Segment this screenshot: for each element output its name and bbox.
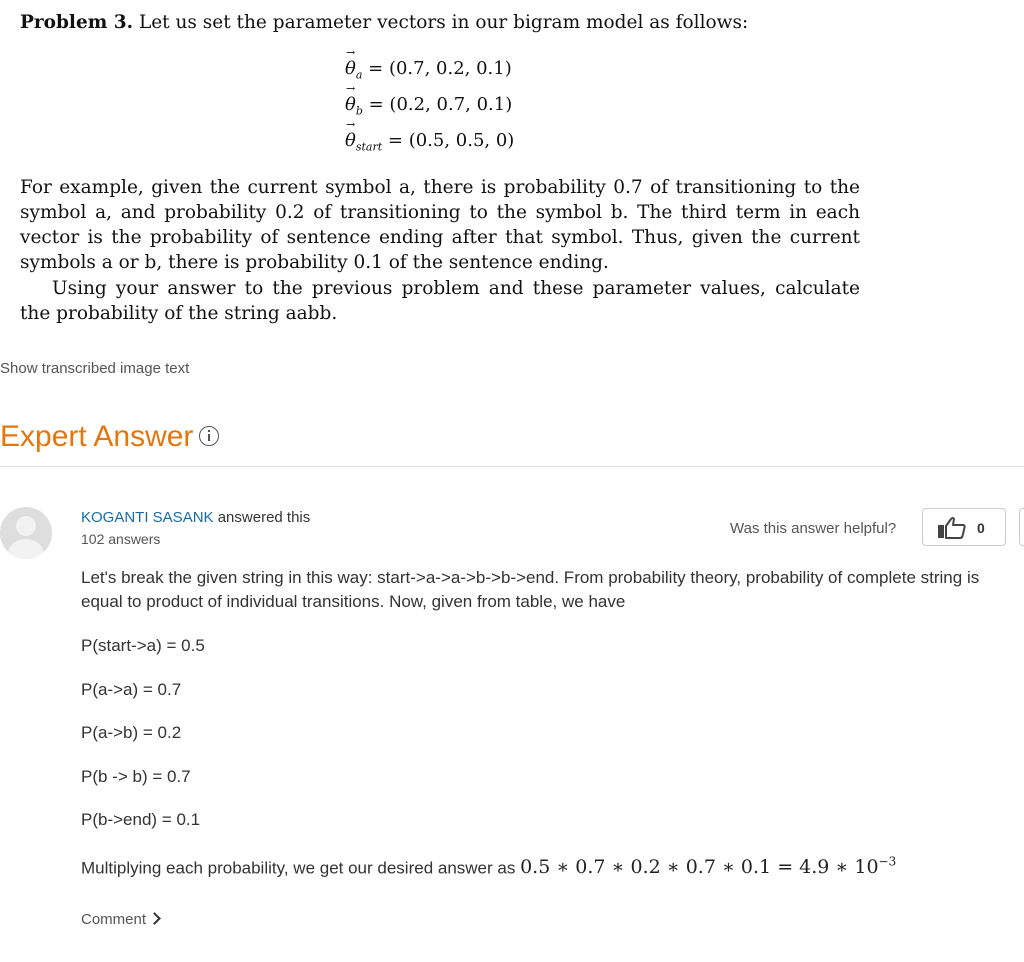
- probability-line: P(a->b) = 0.2: [81, 723, 182, 742]
- avatar-body-shape: [8, 539, 44, 559]
- final-answer-line: [81, 850, 896, 880]
- final-math: [520, 856, 896, 878]
- answer-count: 102 answers: [81, 531, 161, 547]
- helpful-label: Was this answer helpful?: [730, 520, 897, 537]
- final-math-expression: 0.5 ∗ 0.7 ∗ 0.2 ∗ 0.7 ∗ 0.1 = 4.9 ∗ 10: [520, 856, 879, 879]
- equation-value: = (0.2, 0.7, 0.1): [368, 94, 513, 115]
- probability-line: P(b -> b) = 0.7: [81, 767, 191, 786]
- show-transcribed-link[interactable]: Show transcribed image text: [0, 360, 190, 377]
- like-count: 0: [977, 520, 985, 536]
- problem-image: [0, 0, 1024, 340]
- final-exponent: −3: [878, 855, 897, 869]
- expert-answer-heading: [0, 420, 219, 454]
- problem-intro: Let us set the parameter vectors in our bigram model as follows:: [138, 12, 749, 33]
- comment-label: Comment: [81, 911, 147, 928]
- author-link[interactable]: KOGANTI SASANK: [81, 509, 214, 526]
- avatar: [0, 507, 52, 559]
- comment-link[interactable]: [81, 911, 159, 928]
- avatar-head-shape: [16, 516, 36, 536]
- theta-symbol: → θ: [345, 58, 356, 79]
- expert-answer-title: Expert Answer: [0, 420, 194, 453]
- probability-line: P(start->a) = 0.5: [81, 636, 205, 655]
- equation-theta-start: [345, 130, 514, 154]
- probability-line: P(a->a) = 0.7: [81, 680, 182, 699]
- like-button[interactable]: [922, 508, 1006, 546]
- problem-paragraph-2: Using your answer to the previous problem and these parameter values, calculate the probability of the string aabb.: [20, 278, 860, 324]
- equation-theta-b: [345, 94, 512, 118]
- theta-subscript: start: [355, 140, 383, 154]
- info-icon[interactable]: [199, 426, 219, 446]
- chevron-right-icon: [148, 912, 161, 925]
- answered-text: answered this: [217, 509, 311, 526]
- theta-subscript: b: [355, 104, 363, 118]
- equation-theta-a: [345, 58, 512, 82]
- theta-symbol: → θ: [345, 130, 356, 151]
- equation-value: = (0.5, 0.5, 0): [387, 130, 515, 151]
- answerer-line: [81, 509, 310, 526]
- thumbs-up-icon: [937, 516, 967, 540]
- final-text: Multiplying each probability, we get our desired answer as: [81, 858, 516, 878]
- theta-symbol: → θ: [345, 94, 356, 115]
- problem-heading: [20, 10, 748, 35]
- theta-subscript: a: [355, 68, 363, 82]
- problem-number: Problem 3.: [20, 12, 134, 33]
- answer-intro: Let's break the given string in this way: start->a->a->b->b->end. From probability theory, probability of complete string is equal to product of individual transitions. Now, given from table, we have: [81, 568, 980, 611]
- problem-paragraph-1: For example, given the current symbol a, there is probability 0.7 of transitioning to the symbol a, and probability 0.2 of transitioning to the symbol b. The third term in each vector is the probability of sentence ending after that symbol. Thus, given the current symbols a or b, there is probability 0.1 of the sentence ending.: [20, 177, 860, 273]
- dislike-button[interactable]: [1019, 508, 1024, 546]
- probability-line: P(b->end) = 0.1: [81, 810, 201, 829]
- equation-value: = (0.7, 0.2, 0.1): [368, 58, 512, 79]
- divider: [0, 466, 1024, 467]
